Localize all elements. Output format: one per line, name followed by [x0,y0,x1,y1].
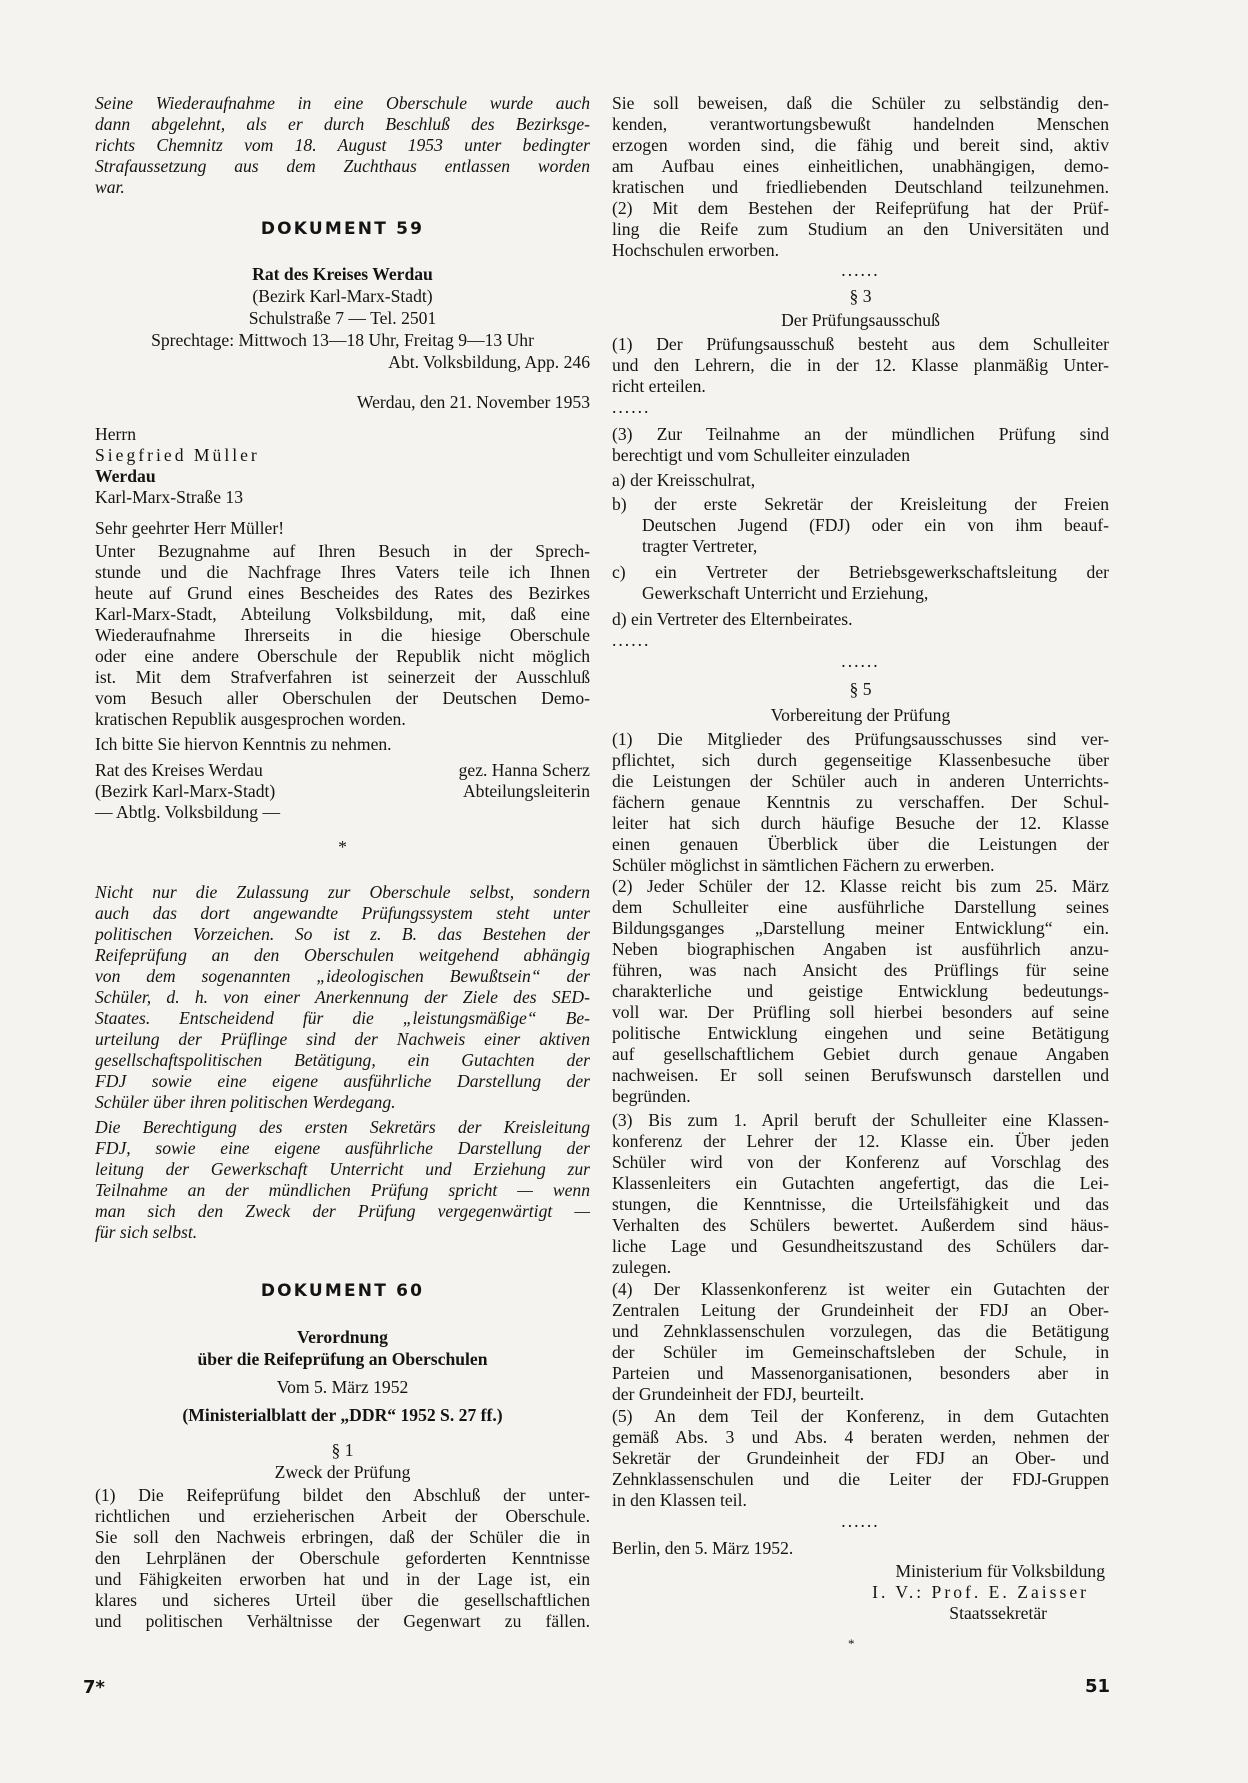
text-line: leitung der Gewerkschaft Unterricht und Erziehung zur [95,1159,590,1179]
text-line: (2) Mit dem Bestehen der Reifeprüfung hat der Prüf- [612,198,1109,218]
omission-marker: ...... [841,651,880,671]
signature-line: gez. Hanna Scherz [458,760,590,780]
recipient-name: Siegfried Müller [95,445,260,465]
text-line: gemäß Abs. 3 und Abs. 4 beraten werden, nehmen der [612,1427,1109,1447]
text-line: leiter hat sich durch häufige Besuche der 12. Klasse [612,813,1109,833]
text-line: und Fähigkeiten erworben hat und in der Lage ist, ein [95,1569,590,1589]
letter-greeting: Sehr geehrter Herr Müller! [95,518,285,538]
recipient-salutation: Herrn [95,424,137,444]
text-line: und politischen Verhältnisse der Gegenwart zu fällen. [95,1611,590,1631]
text-line: Gewerkschaft Unterricht und Erziehung, [642,583,929,603]
section-number: § 3 [849,286,872,306]
signature-line: — Abtlg. Volksbildung — [95,802,281,822]
text-line: kratischen Republik ausgesprochen worden. [95,709,406,729]
text-line: einen genauen Überblick über die Leistungen der [612,834,1109,854]
text-line: Schüler, d. h. von einer Anerkennung der Ziele des SED- [95,987,590,1007]
text-line: (1) Der Prüfungsausschuß besteht aus dem Schulleiter [612,334,1109,354]
text-line: stungen, die Kenntnisse, die Urteilsfähigkeit und das [612,1194,1109,1214]
text-line: heute auf Grund eines Bescheides des Rates des Bezirkes [95,583,590,603]
text-line: kratischen und friedliebenden Deutschland teilzunehmen. [612,177,1109,197]
text-line: tragter Vertreter, [642,536,758,556]
text-line: (3) Zur Teilnahme an der mündlichen Prüfung sind [612,424,1109,444]
decree-date: Vom 5. März 1952 [276,1377,409,1397]
text-line: Die Berechtigung des ersten Sekretärs der Kreisleitung [95,1117,590,1137]
text-line: (4) Der Klassenkonferenz ist weiter ein Gutachten der [612,1279,1109,1299]
text-line: Bildungsganges „Darstellung meiner Entwicklung“ ein. [612,918,1109,938]
text-line: konferenz der Lehrer der 12. Klasse ein. Über jeden [612,1131,1109,1151]
letterhead-org: Rat des Kreises Werdau [252,264,433,284]
text-line: die Leistungen der Schüler auch in anderen Unterrichts- [612,771,1109,791]
text-line: richtlichen und erzieherischen Arbeit der Oberschule. [95,1506,590,1526]
text-line: Schüler über ihren politischen Werdegang. [95,1092,396,1112]
decree-subtitle: über die Reifeprüfung an Oberschulen [197,1349,488,1369]
text-line: führen, was nach Ansicht des Prüflings für seine [612,960,1109,980]
document-59-heading: DOKUMENT 59 [260,219,425,239]
text-line: Sekretär der Grundeinheit der FDJ an Ober- und [612,1448,1109,1468]
text-line: urteilung der Prüflinge sind der Nachweis einer aktiven [95,1029,590,1049]
text-line: dann abgelehnt, als er durch Beschluß des Bezirksge- [95,114,590,134]
text-line: für sich selbst. [95,1222,198,1242]
text-line: ist. Mit dem Strafverfahren ist seinerzeit der Ausschluß [95,667,590,687]
signatory-name: I. V.: Prof. E. Zaisser [872,1582,1089,1602]
text-line: Karl-Marx-Stadt, Abteilung Volksbildung, mit, daß eine [95,604,590,624]
text-line: Parteien und Massenorganisationen, besonders aber in [612,1363,1109,1383]
text-line: Sie soll beweisen, daß die Schüler zu selbständig den- [612,93,1109,113]
letter-close: Ich bitte Sie hiervon Kenntnis zu nehmen. [95,734,392,754]
text-line: von dem sogenannten „ideologischen Bewußtsein“ der [95,966,590,986]
text-line: oder eine andere Oberschule der Republik nicht möglich [95,646,590,666]
text-line: (1) Die Mitglieder des Prüfungsausschusses sind ver- [612,729,1109,749]
document-60-heading: DOKUMENT 60 [260,1281,425,1301]
text-line: man sich den Zweck der Prüfung vergegenwärtigt — [95,1201,590,1221]
text-line: klares und sicheres Urteil über die gesellschaftlichen [95,1590,590,1610]
section-title: Zweck der Prüfung [274,1462,411,1482]
signature-line: Rat des Kreises Werdau [95,760,263,780]
text-line: gesellschaftspolitischen Betätigung, ein Gutachten der [95,1050,590,1070]
letterhead-address: Schulstraße 7 — Tel. 2501 [248,308,437,328]
letterhead-department: Abt. Volksbildung, App. 246 [388,352,590,372]
text-line: FDJ sowie eine eigene ausführliche Darstellung der [95,1071,590,1091]
text-line: politischen Vorzeichen. So ist z. B. das Bestehen der [95,924,590,944]
text-line: Verhalten des Schülers bewertet. Außerdem sind häus- [612,1215,1109,1235]
text-line: und Zehnklassenschulen vorzulegen, das die Betätigung [612,1321,1109,1341]
text-line: der Schüler im Gemeinschaftsleben der Schule, in [612,1342,1109,1362]
text-line: Schüler möglichst in sämtlichen Fächern zu erwerben. [612,855,995,875]
text-line: Deutschen Jugend (FDJ) oder ein von ihm beauf- [642,515,1109,535]
recipient-city: Werdau [95,466,156,486]
text-line: (3) Bis zum 1. April beruft der Schulleiter eine Klassen- [612,1110,1109,1130]
text-line: Zehnklassenschulen und die Leiter der FDJ-Gruppen [612,1469,1109,1489]
text-line: richts Chemnitz vom 18. August 1953 unter bedingter [95,135,590,155]
text-line: fächern genaue Kenntnis zu verschaffen. Der Schul- [612,792,1109,812]
text-line: Neben biographischen Angaben ist ausführlich anzu- [612,939,1109,959]
text-line: stunde und die Nachfrage Ihres Vaters teile ich Ihnen [95,562,590,582]
text-line: b) der erste Sekretär der Kreisleitung der Freien [612,494,1109,514]
decree-title: Verordnung [297,1327,388,1347]
text-line: voll war. Der Prüfling soll hierbei besonders auf seine [612,1002,1109,1022]
text-line: (1) Die Reifeprüfung bildet den Abschluß der unter- [95,1485,590,1505]
text-line: zulegen. [612,1257,672,1277]
omission-marker: ...... [841,1511,880,1531]
text-line: und den Lehrern, die in der 12. Klasse planmäßig Unter- [612,355,1109,375]
omission-marker: ...... [612,630,651,650]
text-line: am Aufbau eines einheitlichen, unabhängigen, demo- [612,156,1109,176]
signatory-title: Staatssekretär [949,1603,1047,1623]
section-separator: * [338,837,347,857]
text-line: nachweisen. Er soll seinen Berufswunsch darstellen und [612,1065,1109,1085]
text-line: a) der Kreisschulrat, [612,470,756,490]
place-date: Berlin, den 5. März 1952. [612,1538,794,1558]
text-line: der Grundeinheit der FDJ, beurteilt. [612,1384,865,1404]
letterhead-hours: Sprechtage: Mittwoch 13—18 Uhr, Freitag 9—13 Uhr [151,330,534,350]
text-line: Nicht nur die Zulassung zur Oberschule selbst, sondern [95,882,590,902]
omission-marker: ...... [841,260,880,280]
decree-source: (Ministerialblatt der „DDR“ 1952 S. 27 ff.) [182,1405,503,1425]
text-line: auf gesellschaftlichem Gebiet durch genaue Angaben [612,1044,1109,1064]
text-line: Staates. Entscheidend für die „leistungsmäßige“ Be- [95,1008,590,1028]
text-line: Klassenleiters ein Gutachten angefertigt, das die Lei- [612,1173,1109,1193]
text-line: pflichtet, sich durch gegenseitige Klassenbesuche über [612,750,1109,770]
text-line: Schüler wird von der Konferenz auf Vorschlag des [612,1152,1109,1172]
text-line: ling die Reife zum Studium an den Universitäten und [612,219,1109,239]
text-line: kenden, verantwortungsbewußt handelnden Menschen [612,114,1109,134]
text-line: Zentralen Leitung der Grundeinheit der FDJ an Ober- [612,1300,1109,1320]
text-line: c) ein Vertreter der Betriebsgewerkschaftsleitung der [612,562,1109,582]
text-line: erzogen worden sind, die fähig und bereit sind, aktiv [612,135,1109,155]
omission-marker: ...... [612,397,651,417]
text-line: vom Besuch aller Oberschulen der Deutschen Demo- [95,688,590,708]
text-line: Strafaussetzung aus dem Zuchthaus entlassen worden [95,156,590,176]
section-title: Vorbereitung der Prüfung [770,705,951,725]
text-line: Sie soll den Nachweis erbringen, daß der Schüler die in [95,1527,590,1547]
text-line: richt erteilen. [612,376,706,396]
text-line: Unter Bezugnahme auf Ihren Besuch in der Sprech- [95,541,590,561]
footer-mark: * [848,1636,855,1651]
text-line: politische Entwicklung eingehen und seine Betätigung [612,1023,1109,1043]
text-line: berechtigt und vom Schulleiter einzuladen [612,445,911,465]
text-line: begründen. [612,1086,691,1106]
text-line: den Lehrplänen der Oberschule geforderten Kenntnisse [95,1548,590,1568]
page-marker: 7* [83,1677,105,1698]
text-line: dem Schulleiter eine ausführliche Darstellung seines [612,897,1109,917]
letterhead-district: (Bezirk Karl-Marx-Stadt) [252,286,433,306]
text-line: (2) Jeder Schüler der 12. Klasse reicht bis zum 25. März [612,876,1109,896]
text-line: FDJ, sowie eine eigene ausführliche Darstellung der [95,1138,590,1158]
section-title: Der Prüfungsausschuß [781,310,940,330]
text-line: in den Klassen teil. [612,1490,747,1510]
text-line: liche Lage und Gesundheitszustand des Schülers dar- [612,1236,1109,1256]
ministry-name: Ministerium für Volksbildung [895,1561,1105,1581]
text-line: d) ein Vertreter des Elternbeirates. [612,609,853,629]
page-number: 51 [1085,1676,1111,1697]
section-number: § 1 [331,1440,354,1460]
signature-line: Abteilungsleiterin [462,781,590,801]
text-line: Hochschulen erworben. [612,240,780,260]
text-line: (5) An dem Teil der Konferenz, in dem Gutachten [612,1406,1109,1426]
text-line: war. [95,177,125,197]
text-line: Reifeprüfung an den Oberschulen weitgehend abhängig [95,945,590,965]
text-line: Seine Wiederaufnahme in eine Oberschule wurde auch [95,93,590,113]
text-line: Teilnahme an der mündlichen Prüfung spricht — wenn [95,1180,590,1200]
letter-date: Werdau, den 21. November 1953 [356,392,590,412]
text-line: auch das dort angewandte Prüfungssystem steht unter [95,903,590,923]
recipient-street: Karl-Marx-Straße 13 [95,487,244,507]
section-number: § 5 [849,679,872,699]
text-line: charakterliche und geistige Entwicklung bedeutungs- [612,981,1109,1001]
signature-line: (Bezirk Karl-Marx-Stadt) [95,781,276,801]
text-line: Wiederaufnahme Ihrerseits in die hiesige Oberschule [95,625,590,645]
